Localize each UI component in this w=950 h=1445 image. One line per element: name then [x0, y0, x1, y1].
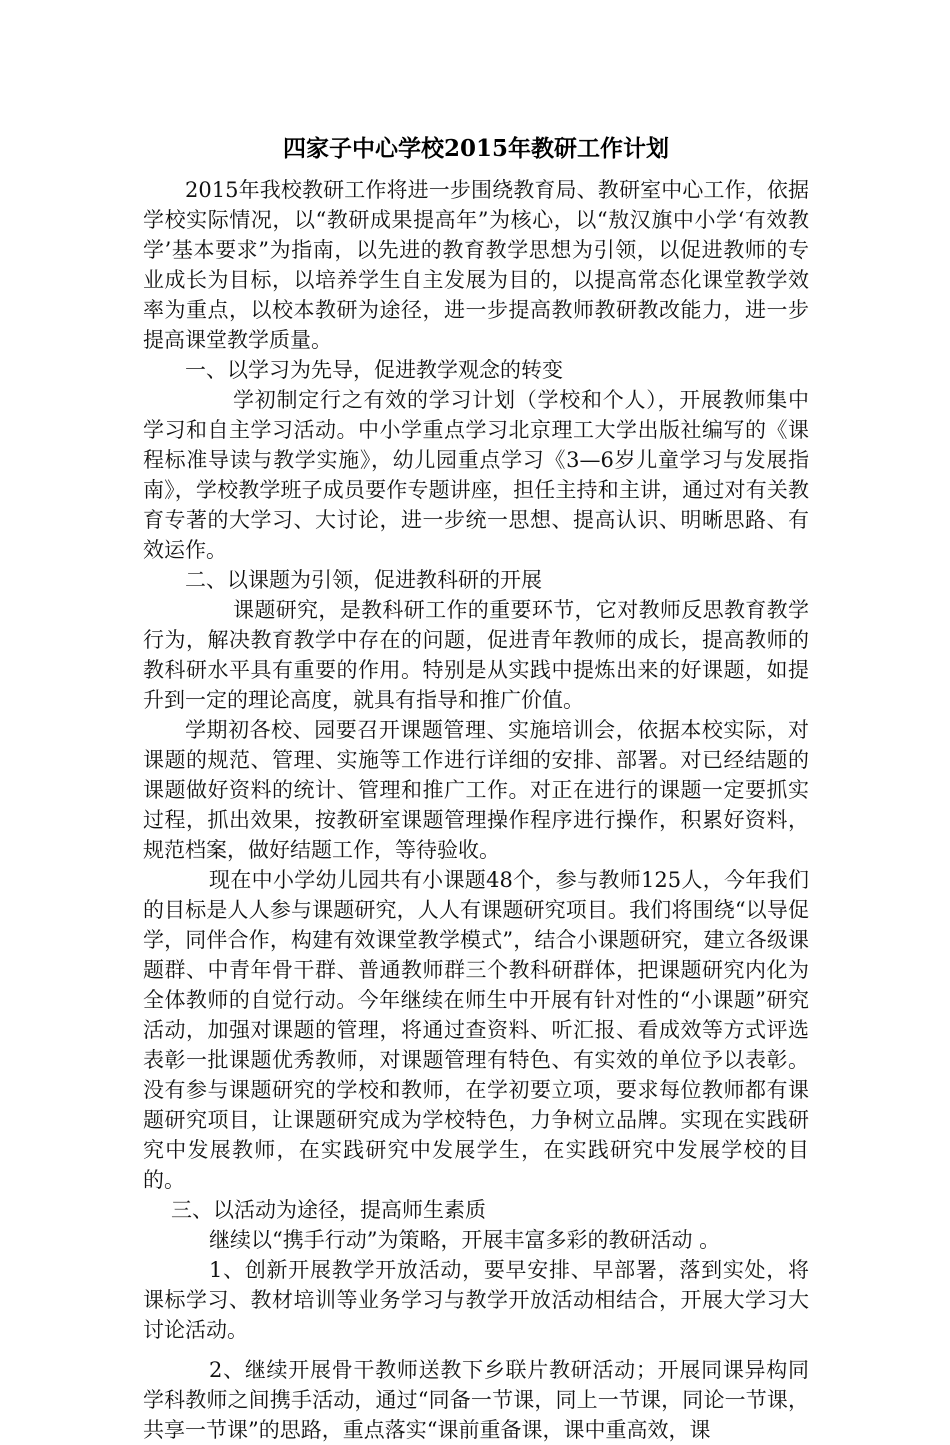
section2-paragraph-3: 现在中小学幼儿园共有小课题48个，参与教师125人，今年我们的目标是人人参与课题研究，人人有课题研究项目。我们将围绕“以导促学，同伴合作，构建有效课堂教学模式”，结合小课题研究，建立各级课题群、中青年骨干群、普通教师群三个教科研群体，把课题研究内化为全体教师的自觉行动。今年继续在师生中开展有针对性的“小课题”研究活动，加强对课题的管理，将通过查资料、听汇报、看成效等方式评选表彰一批课题优秀教师，对课题管理有特色、有实效的单位予以表彰。没有参与课题研究的学校和教师，在学初要立项，要求每位教师都有课题研究项目，让课题研究成为学校特色，力争树立品牌。实现在实践研究中发展教师，在实践研究中发展学生，在实践研究中发展学校的目的。	[143, 868, 809, 1192]
section3-item-2: 2、继续开展骨干教师送教下乡联片教研活动；开展同课异构同学科教师之间携手活动，通过“同备一节课，同上一节课，同论一节课，共享一节课”的思路，重点落实“课前重备课，课中重高效，课	[143, 1358, 809, 1442]
section3-item-1: 1、创新开展教学开放活动，要早安排、早部署，落到实处，将课标学习、教材培训等业务学习与教学开放活动相结合，开展大学习大讨论活动。	[143, 1258, 809, 1342]
section2-paragraph-2: 学期初各校、园要召开课题管理、实施培训会，依据本校实际，对课题的规范、管理、实施等工作进行详细的安排、部署。对已经结题的课题做好资料的统计、管理和推广工作。对正在进行的课题一定要抓实过程，抓出效果，按教研室课题管理操作程序进行操作，积累好资料，规范档案，做好结题工作，等待验收。	[143, 718, 809, 862]
section2-paragraph-1: 课题研究，是教科研工作的重要环节，它对教师反思教育教学行为，解决教育教学中存在的问题，促进青年教师的成长，提高教师的教科研水平具有重要的作用。特别是从实践中提炼出来的好课题，如提升到一定的理论高度，就具有指导和推广价值。	[143, 598, 809, 712]
document-title: 四家子中心学校2015年教研工作计划	[282, 135, 669, 162]
section2-heading: 二、以课题为引领，促进教科研的开展	[185, 568, 542, 592]
section3-paragraph-1: 继续以“携手行动”为策略，开展丰富多彩的教研活动 。	[209, 1228, 721, 1252]
section3-heading: 三、以活动为途径，提高师生素质	[171, 1198, 486, 1222]
section1-heading: 一、以学习为先导，促进教学观念的转变	[185, 358, 563, 382]
section1-paragraph-1: 学初制定行之有效的学习计划（学校和个人），开展教师集中学习和自主学习活动。中小学重点学习北京理工大学出版社编写的《课程标准导读与教学实施》，幼儿园重点学习《3—6岁儿童学习与发展指南》，学校教学班子成员要作专题讲座，担任主持和主讲，通过对有关教育专著的大学习、大讨论，进一步统一思想、提高认识、明晰思路、有效运作。	[143, 388, 809, 562]
intro-paragraph: 2015年我校教研工作将进一步围绕教育局、教研室中心工作，依据学校实际情况，以“教研成果提高年”为核心，以“敖汉旗中小学‘有效教学’基本要求”为指南，以先进的教育教学思想为引领，以促进教师的专业成长为目标，以培养学生自主发展为目的，以提高常态化课堂教学效率为重点，以校本教研为途径，进一步提高教师教研教改能力，进一步提高课堂教学质量。	[143, 178, 809, 352]
document-body	[143, 132, 809, 1445]
